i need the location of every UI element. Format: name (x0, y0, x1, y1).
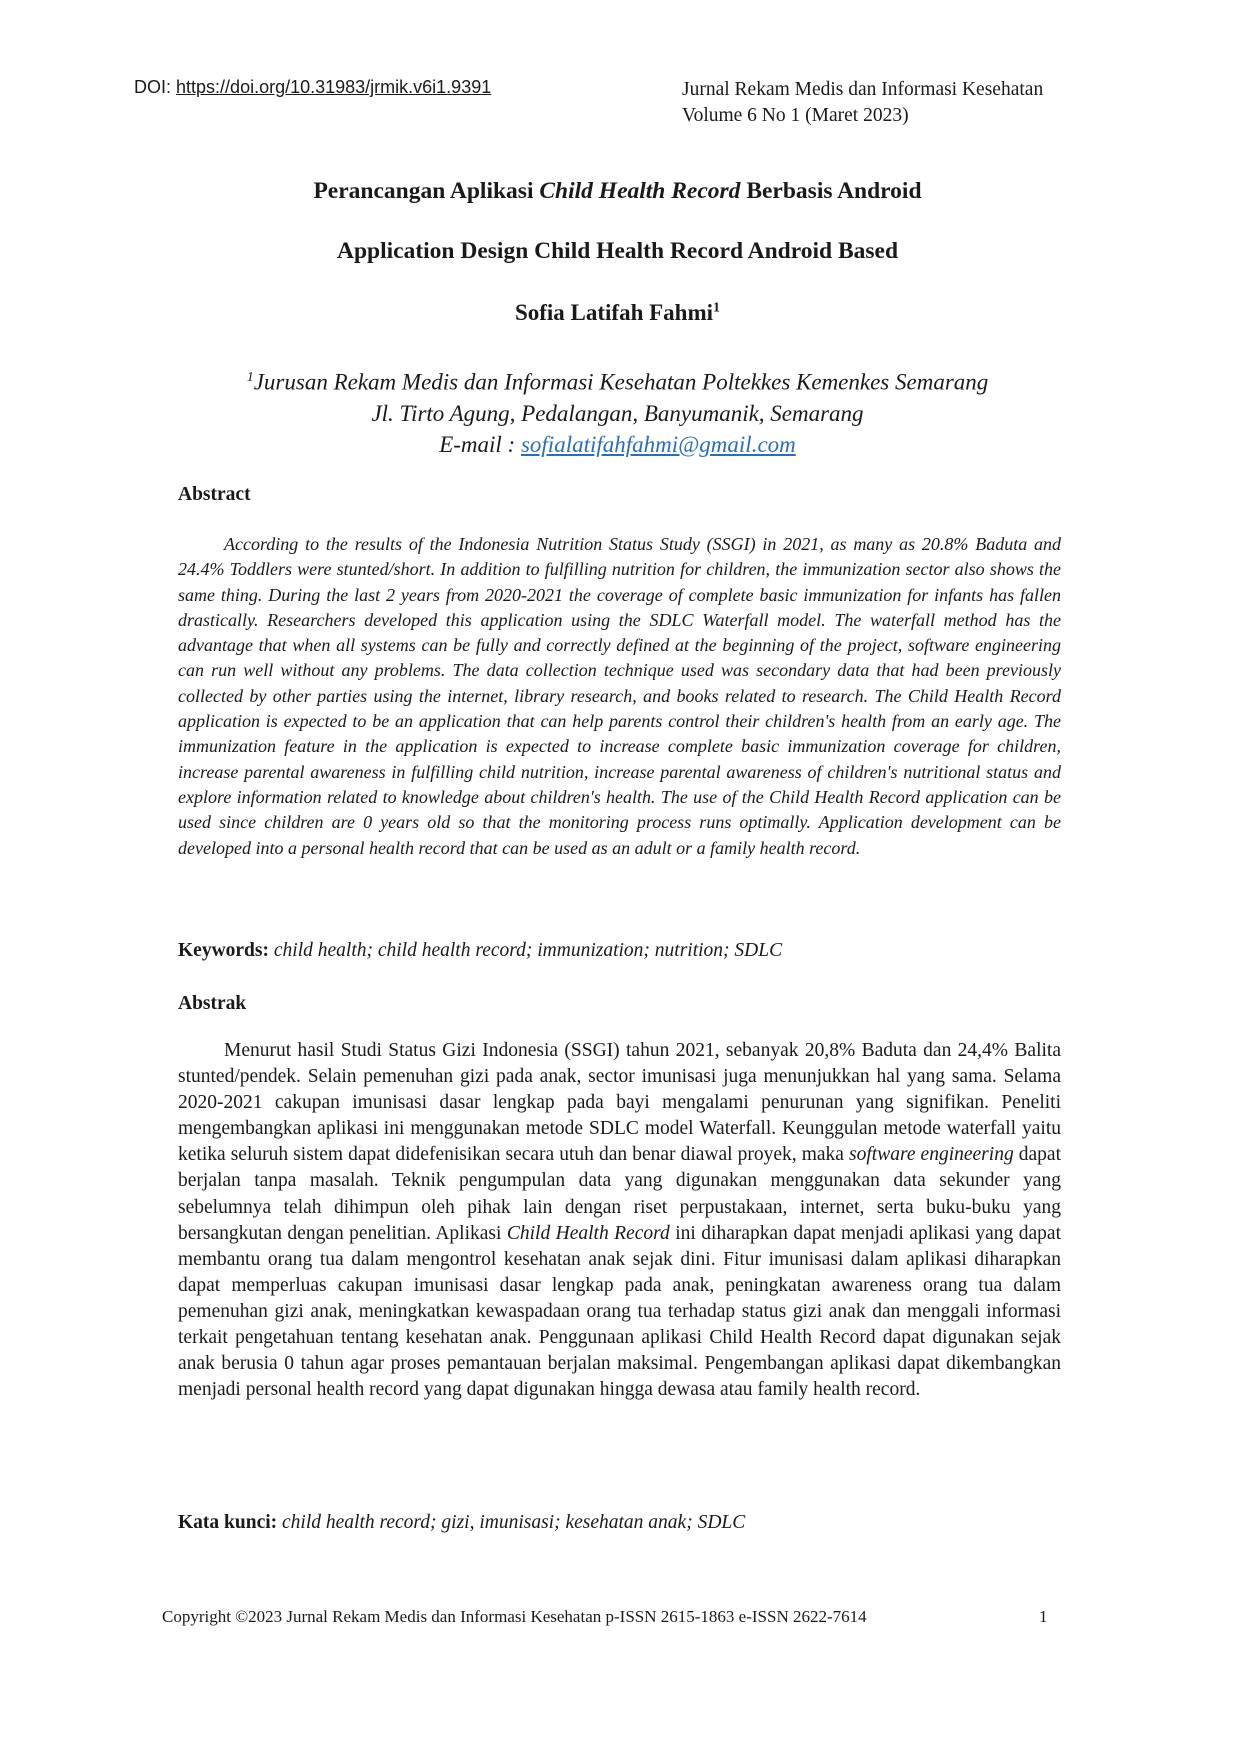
doi-label: DOI: (134, 77, 172, 97)
affiliation-sup: 1 (246, 370, 254, 385)
affiliation-email-line (0, 429, 1235, 460)
kata-kunci-line (178, 1512, 745, 1534)
affiliation-address: Jl. Tirto Agung, Pedalangan, Banyumanik, Semarang (371, 400, 864, 426)
title-id-before: Perancangan Aplikasi (313, 178, 540, 204)
page-number: 1 (1039, 1607, 1048, 1626)
kata-kunci-label: Kata kunci: (178, 1512, 278, 1533)
abstrak-heading: Abstrak (178, 993, 247, 1014)
doi-line (134, 77, 491, 98)
journal-header (682, 77, 1043, 129)
keywords-line (178, 940, 782, 962)
author-line (0, 300, 1235, 326)
title-indonesian (0, 178, 1235, 205)
title-id-italic: Child Health Record (539, 178, 741, 204)
title-id-after: Berbasis Android (740, 178, 922, 204)
kata-kunci-values: child health record; gizi, imunisasi; kesehatan anak; SDLC (282, 1512, 746, 1533)
journal-volume: Volume 6 No 1 (Maret 2023) (682, 105, 909, 126)
doi-link[interactable]: https://doi.org/10.31983/jrmik.v6i1.9391 (176, 77, 492, 97)
abstrak-part2: dapat berjalan tanpa masalah. Teknik pengumpulan data yang digunakan menggunakan data sekunder yang sebelumnya telah dihimpun oleh pihak lain dengan riset perpustakaan, internet, serta buku-buku yang bersangkutan dengan penelitian. Aplikasi (178, 1144, 1061, 1244)
author-sup: 1 (713, 300, 721, 316)
email-link[interactable]: sofialatifahfahmi@gmail.com (520, 431, 796, 457)
title-english: Application Design Child Health Record Android Based (336, 238, 899, 264)
affiliation-institution: Jurusan Rekam Medis dan Informasi Kesehatan Poltekkes Kemenkes Semarang (253, 369, 989, 395)
abstrak-italic1: software engineering (849, 1144, 1014, 1166)
email-label: E-mail : (439, 431, 521, 457)
author-name: Sofia Latifah Fahmi (514, 300, 714, 325)
footer-copyright: Copyright ©2023 Jurnal Rekam Medis dan Informasi Kesehatan p-ISSN 2615-1863 e-ISSN 2622-7614 (162, 1607, 867, 1626)
keywords-label: Keywords: (178, 940, 269, 961)
abstract-english-text: According to the results of the Indonesia Nutrition Status Study (SSGI) in 2021, as many as 20.8% Baduta and 24.4% Toddlers were stunted/short. In addition to fulfilling nutrition for children, the immunization sector also shows the same thing. During the last 2 years from 2020-2021 the coverage of complete basic immunization for infants has fallen drastically. Researchers developed this application using the SDLC Waterfall model. The waterfall method has the advantage that when all systems can be fully and correctly defined at the beginning of the project, software engineering can run well without any problems. The data collection technique used was secondary data that had been previously collected by other parties using the internet, library research, and books related to research. The Child Health Record application is expected to be an application that can help parents control their children's health from an early age. The immunization feature in the application is expected to increase complete basic immunization coverage for children, increase parental awareness in fulfilling child nutrition, increase parental awareness of children's nutritional status and explore information related to knowledge about children's health. The use of the Child Health Record application can be used since children are 0 years old so that the monitoring process runs optimally. Application development can be developed into a personal health record that can be used as an adult or a family health record. (178, 534, 1061, 858)
keywords-values: child health; child health record; immunization; nutrition; SDLC (273, 940, 783, 961)
abstract-indonesian (178, 1038, 1061, 1403)
abstrak-part1: Menurut hasil Studi Status Gizi Indonesia (SSGI) tahun 2021, sebanyak 20,8% Baduta dan 24,4% Balita stunted/pendek. Selain pemenuhan gizi pada anak, sector imunisasi juga menunjukkan hal yang sama. Selama 2020-2021 cakupan imunisasi dasar lengkap pada bayi mengalami penurunan yang signifikan. Peneliti mengembangkan aplikasi ini menggunakan metode SDLC model Waterfall. Keunggulan metode waterfall yaitu ketika seluruh sistem dapat didefenisikan secara utuh dan benar diawal proyek, maka (178, 1040, 1061, 1166)
abstract-heading: Abstract (178, 484, 251, 505)
abstrak-part3: ini diharapkan dapat menjadi aplikasi yang dapat membantu orang tua dalam mengontrol kesehatan anak sejak dini. Fitur imunisasi dalam aplikasi diharapkan dapat memperluas cakupan imunisasi dasar lengkap pada anak, peningkatan awareness orang tua dalam pemenuhan gizi anak, meningkatkan kewaspadaan orang tua terhadap status gizi anak dan menggali informasi terkait pengetahuan tentang kesehatan anak. Penggunaan aplikasi Child Health Record dapat digunakan sejak anak berusia 0 tahun agar proses pemantauan berjalan maksimal. Pengembangan aplikasi dapat dikembangkan menjadi personal health record yang dapat digunakan hingga dewasa atau family health record. (178, 1222, 1061, 1401)
abstrak-italic2: Child Health Record (506, 1222, 670, 1244)
affiliation-line1 (0, 362, 1235, 398)
journal-name: Jurnal Rekam Medis dan Informasi Kesehatan (682, 79, 1044, 100)
affiliation-block (0, 362, 1235, 460)
abstract-english (178, 532, 1061, 861)
